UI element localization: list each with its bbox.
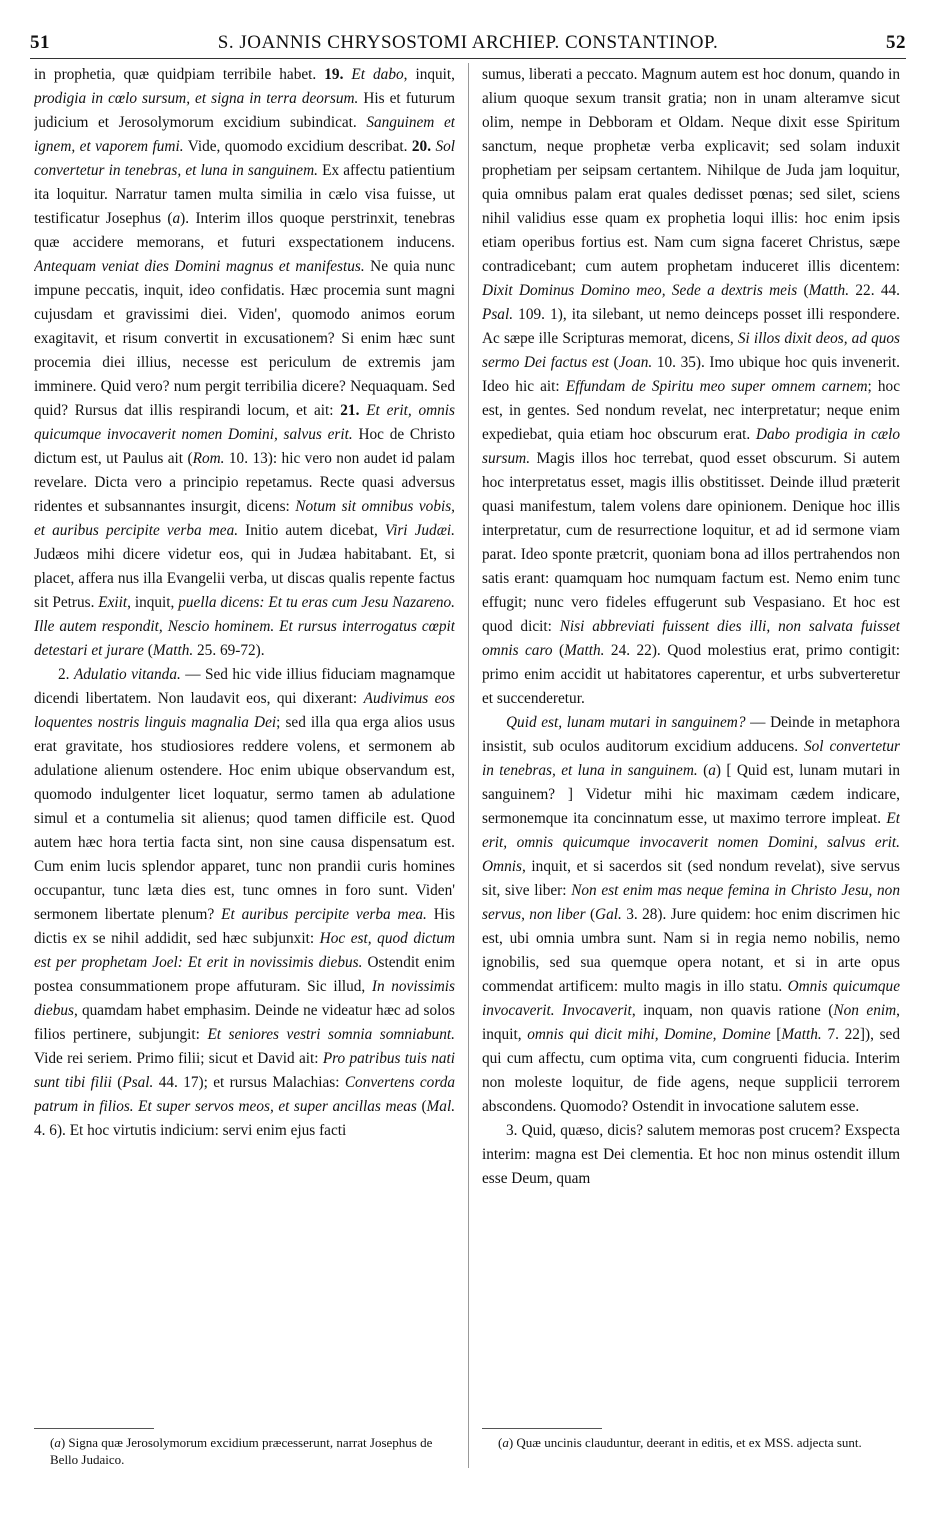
paragraph: 2. Adulatio vitanda. — Sed hic vide illius fiduciam magnamque dicendi libertatem. Non laudavit eos, qui dixerant: Audivimus eos loquentes nostris linguis magnalia Dei; sed illa qua erga alios usus erat gravitate, hos studiosiores reddere volens, et sermonem ab adulatione alienum ostendere. Hoc enim ubique observandum est, quomodo indulgenter licet loquatur, sermo tamen ab adulatione simul et a contumelia sit alienus; quod tamen difficile est. Quod autem hæc hora tertia facta sint, non sine causa dispensatum est. Cum enim lucis splendor apparet, tunc non prandii curis homines occupantur, tunc læta dies est, tunc omnes in foro sunt. Viden' sermonem libertate plenum? Et auribus percipite verba mea. His dictis ex se nihil addidit, sed hæc subjunxit: Hoc est, quod dictum est per prophetam Joel: Et erit in novissimis diebus. Ostendit enim postea consummationem prope affuturam. Sic illud, In novissimis diebus, quamdam habet emphasim. Deinde ne videatur hæc ad solos filios pertinere, subjungit: Et seniores vestri somnia somniabunt. Vide rei seriem. Primo filii; sicut et David ait: Pro patribus tuis nati sunt tibi filii (Psal. 44. 17); et rursus Malachias: Convertens corda patrum in filios. Et super servos meos, et super ancillas meas (Mal. 4. 6). Et hoc virtutis indicium: servi enim ejus facti <box>34 666 455 1139</box>
running-title: S. JOANNIS CHRYSOSTOMI ARCHIEP. CONSTANTINOP. <box>217 32 719 53</box>
header-rule <box>30 58 906 59</box>
column-divider <box>468 63 469 1468</box>
page-header <box>30 30 906 58</box>
footnote-left: (a) Signa quæ Jerosolymorum excidium præcesserunt, narrat Josephus de Bello Judaico. <box>50 1435 433 1467</box>
paragraph: sumus, liberati a peccato. Magnum autem est hoc donum, quando in alium quoque sexum transit gratia; non in unam alteramve sicut olim, nempe in Debboram et Oldam. Neque dixit esse Spiritum sanctum, neque prophetæ verba explicavit; sed solam induxit prophetiam per seipsam certantem. Nihilque de Juda jam loquitur, quia omnibus palam erat quales dedisset pœnas; sed silet, sciens nihil validius esse quam ex prophetia loqui illis: hoc enim ipsis etiam operibus fortius est. Nam cum signa faceret Christus, sæpe contradicebant; cum autem prophetam induceret illis dicentem: Dixit Dominus Domino meo, Sede a dextris meis (Matth. 22. 44. Psal. 109. 1), ita silebant, ut nemo deinceps posset illi respondere. Ac sæpe ille Scripturas memorat, dicens, Si illos dixit deos, ad quos sermo Dei factus est (Joan. 10. 35). Imo ubique hoc quis invenerit. Ideo hic ait: Effundam de Spiritu meo super omnem carnem; hoc est, in gentes. Sed nondum revelat, nec interpretatur; neque enim expediebat, quia etiam hoc obscurum erat. Dabo prodigia in cælo sursum. Magis illos hoc terrebat, quod esset obscurum. Si autem hoc interpretatus esset, magis illis obstitisset. Deinde illud præterit quasi manifestum, talem volens dare opinionem. Denique hoc illis interpretatur, cum de resurrectione loquitur, et ad id sermone viam parat. Ideo sponte prætcrit, quoniam bona ad illos pertrahendos non satis erant: quamquam hoc numquam factum est. Nemo enim tunc effugit; nunc vero fideles effugerunt sub Vespasiano. Et hoc est quod dicit: Nisi abbreviati fuissent dies illi, non salvata fuisset omnis caro (Matth. 24. 22). Quod molestius erat, primo contigit: primo enim accidit ut habitatores caperentur, et urbs subverteretur et succenderetur. <box>482 66 900 707</box>
page-number-right: 52 <box>886 32 906 53</box>
paragraph: 3. Quid, quæso, dicis? salutem memoras post crucem? Exspecta interim: magna est Dei clementia. Et hoc non minus ostendit illum esse Deum, quam <box>482 1122 900 1187</box>
footnote-rule <box>34 1428 154 1429</box>
page-number-left: 51 <box>30 32 50 53</box>
right-column <box>482 63 900 1418</box>
paragraph: Quid est, lunam mutari in sanguinem? — Deinde in metaphora insistit, sub oculos auditorum excidium adducens. Sol convertetur in tenebras, et luna in sanguinem. (a) [ Quid est, lunam mutari in sanguinem? ] Videtur mihi hic maximam cædem indicare, sermonemque ita concinnatum esse, ut maximo terrore impleat. Et erit, omnis quicumque invocaverit nomen Domini, salvus erit. Omnis, inquit, et si sacerdos sit (sed nondum revelat), sive servus sit, sive liber: Non est enim mas neque femina in Christo Jesu, non servus, non liber (Gal. 3. 28). Jure quidem: hoc enim discrimen hic est, ubi omnia umbra sunt. Nam si in regia nemo nobilis, nemo ignobilis, sed sua quemque opera notant, et si in arte opus commendat artificem: multo magis in illo statu. Omnis quicumque invocaverit. Invocaverit, inquam, non quavis ratione (Non enim, inquit, omnis qui dicit mihi, Domine, Domine [Matth. 7. 22]), sed qui cum affectu, cum optima vita, cum congruenti fiducia. Interim non moleste loquitur, de fide agens, neque supplicii terrorem abscondens. Quomodo? Ostendit in invocatione salutem esse. <box>482 714 900 1115</box>
paragraph: in prophetia, quæ quidpiam terribile habet. 19. Et dabo, inquit, prodigia in cœlo sursum, et signa in terra deorsum. His et futurum judicium et Jerosolymorum excidium subindicat. Sanguinem et ignem, et vaporem fumi. Vide, quomodo excidium describat. 20. Sol convertetur in tenebras, et luna in sanguinem. Ex affectu patientium ita loquitur. Narratur tamen multa similia in cælo visa fuisse, ut testificatur Josephus (a). Interim illos quoque perstrinxit, tenebras quæ accidere memorans, et futuri exspectationem inducens. Antequam veniat dies Domini magnus et manifestus. Ne quia nunc impune peccatis, inquit, ideo confidatis. Hæc procemia sunt magni cujusdam et gravissimi diei. Viden', quomodo animos eorum exagitavit, et risum convertit in excusationem? Si enim hæc sunt procemia diei illius, necesse est periculum de extremis jam imminere. Quid vero? num pergit terribilia dicere? Nequaquam. Sed quid? Rursus dat illis respirandi locum, et ait: 21. Et erit, omnis quicumque invocaverit nomen Domini, salvus erit. Hoc de Christo dictum est, ut Paulus ait (Rom. 10. 13): hic vero non audet id palam revelare. Dicta vero a principio repetamus. Recte quasi adversus ridentes et subsannantes insurgit, dicens: Notum sit omnibus vobis, et auribus percipite verba mea. Initio autem dicebat, Viri Judæi. Judæos mihi dicere videtur eos, qui in Judæa habitabant. Et, si placet, affera nus illa Evangelii verba, ut discas qualis repente factus sit Petrus. Exiit, inquit, puella dicens: Et tu eras cum Jesu Nazareno. Ille autem respondit, Nescio hominem. Et rursus interrogatus cœpit detestari et jurare (Matth. 25. 69-72). <box>34 66 455 659</box>
footnote-rule <box>482 1428 602 1429</box>
left-column <box>34 63 455 1418</box>
footnote-right: (a) Quæ uncinis clauduntur, deerant in editis, et ex MSS. adjecta sunt. <box>498 1435 862 1450</box>
